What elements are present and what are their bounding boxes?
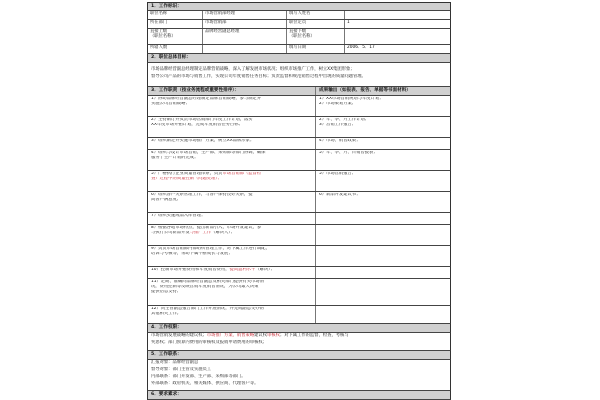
value-direct-superior: 品牌经营副总经理 xyxy=(202,29,286,44)
value-filler-name xyxy=(344,11,451,19)
duty-output xyxy=(316,246,450,266)
duty-11-line-1: 11）定期、准确向品牌经营副总及相关部门提供有关市场情 xyxy=(151,280,264,284)
duty-output xyxy=(316,267,450,278)
authority-body xyxy=(147,333,451,351)
identity-row-2 xyxy=(147,20,451,29)
duty-output xyxy=(316,213,450,224)
output-2-line-1: 2）年、季、月工作计划； xyxy=(319,118,369,122)
section-3-title: 3．工作职责（按业务流程或重要性排序）： xyxy=(148,87,316,95)
section-3-header xyxy=(147,87,451,96)
duty-1-line-1: 1）协助品牌经营副总经理制定品牌营销战略，参与制定并 xyxy=(151,97,262,101)
section-3-output-title: 成果输出（如报表、报告、单据等书面材料） xyxy=(319,88,411,93)
duty-2-line-1: 2）主持制订并负责市场营销部门年度工作计划，落实 xyxy=(151,118,253,122)
identity-row-4 xyxy=(147,45,451,54)
section-3-header-cols xyxy=(148,87,450,95)
duty-12-line-1: 12）向主管副总报告部门工作开展情况，并完成副总交办的 xyxy=(151,307,264,311)
section-1-header xyxy=(147,2,451,11)
duty-11-line-3: 提供信息支持； xyxy=(151,289,182,294)
label-direct-subordinate-line2: （职位名称） xyxy=(289,33,315,39)
output-6-line-1: 6）新品开发建议书； xyxy=(319,193,361,197)
duty-row xyxy=(147,225,451,246)
duty-11-line-2: 况，费用控制等反映营销年度销售情况，为公司最大决策 xyxy=(151,284,259,289)
section-2-title: 2．职位总体目标： xyxy=(151,55,191,60)
duty-text xyxy=(148,279,316,305)
duty-9-line-1: 9）负责市场营销部内部组织管理工作，对下属工作进行调配， xyxy=(151,247,270,251)
authority-line-2: 奖惩权；部门预算内费用的审核权及报销申请费用的审核权； xyxy=(151,339,268,345)
authority-part-b: 建议权 xyxy=(254,333,268,338)
duty-output xyxy=(316,138,450,149)
duty-text xyxy=(148,192,316,212)
duty-row-cols xyxy=(148,171,450,191)
duty-output xyxy=(316,96,450,116)
authority-line-1 xyxy=(148,333,450,340)
duty-row xyxy=(147,138,451,150)
duty-5-part-a: 5）严格执行企业质量管理体系，负责 xyxy=(151,172,223,176)
output-1-line-2: 2）市场策划方案； xyxy=(319,101,357,106)
output-4-line-1: 5）年、季、月、日销售报表； xyxy=(319,151,378,155)
duty-8-line-1: 8）根据各地市场特点，提出新品引入，市场开发建议，参 xyxy=(151,226,262,230)
output-3-line-1: 4）市场、销售政策； xyxy=(319,139,361,143)
value-department: 市场营销部 xyxy=(202,20,286,28)
value-fill-date: 2006．5．17 xyxy=(344,45,451,53)
contact-supervise: 督导对象：部门主管及实施员工 xyxy=(151,366,212,372)
authority-part-a: 市场营销发展战略的建议权； xyxy=(151,333,207,338)
label-filler-name: 填写人姓名 xyxy=(286,11,344,19)
duty-text xyxy=(148,225,316,245)
job-description-document xyxy=(147,2,451,400)
value-direct-subordinate xyxy=(344,29,451,44)
duty-8-line-2 xyxy=(151,231,312,236)
section-6-title: 6．要求素求： xyxy=(151,392,182,397)
duty-6-line-1: 6）组织客户关系管理工作，与客户保持良好关系，提 xyxy=(151,193,253,197)
section-2-header xyxy=(147,54,451,63)
duty-8-part-a: 与执行公司新品开发 xyxy=(151,230,190,235)
identity-row-1 xyxy=(147,11,451,20)
duty-row-cols xyxy=(148,279,450,305)
duty-row-cols xyxy=(148,96,450,116)
duty-12-line-2: 其他相关工作。 xyxy=(151,311,182,316)
duty-row xyxy=(147,192,451,213)
duty-10-part-a: 10）控制市场开拓费用和年度销售费用， xyxy=(151,268,230,272)
duty-2-line-2: XX年度市场开拓计划，完成年度销售任务目标； xyxy=(151,122,243,127)
label-direct-subordinate-line1: 直接下级 xyxy=(289,29,307,34)
section-5-title: 5．工作联系： xyxy=(151,352,182,357)
duty-text xyxy=(148,117,316,137)
label-direct-subordinate xyxy=(286,29,344,44)
label-direct-superior-line2: （职位名称） xyxy=(150,33,176,39)
duty-7-line-1: 7）组织实施成品入库管理； xyxy=(151,214,206,218)
duty-row-cols xyxy=(148,117,450,137)
section-6-header xyxy=(147,391,451,400)
duty-3-line-1: 3）组织制定并实施市场推广方案，树立XX品牌形象； xyxy=(151,139,255,143)
duty-row-cols xyxy=(148,306,450,323)
label-staff-count: 所辖人数 xyxy=(150,45,168,50)
label-direct-superior-line1: 直接上级 xyxy=(150,29,168,34)
label-headcount: 职位定员 xyxy=(286,20,344,28)
duty-row xyxy=(147,246,451,267)
value-headcount: 1 xyxy=(344,20,451,28)
duty-row xyxy=(147,150,451,171)
authority-highlight-a: 市场推广方案、销售策略 xyxy=(206,333,255,338)
duty-output xyxy=(316,279,450,305)
duty-9-line-2: 培训与考核等，帮助下属不断成长与发展； xyxy=(151,251,233,256)
duty-text xyxy=(148,246,316,266)
duty-output xyxy=(316,225,450,245)
duty-text xyxy=(148,171,316,191)
duty-row-cols xyxy=(148,267,450,278)
duty-output xyxy=(316,171,450,191)
duty-8-part-b: （解决人）； xyxy=(211,230,235,235)
output-1-line-1: 1）XX市场营销规划与年度计划； xyxy=(319,97,384,101)
label-direct-superior xyxy=(148,29,202,44)
output-2-line-2: 3）营销工作报告； xyxy=(319,122,357,127)
contact-internal: 内部联系：部门开发部、生产部、采购部等部门。 xyxy=(151,373,246,379)
duty-10-part-b: （解决）； xyxy=(255,268,275,272)
duty-text xyxy=(148,150,316,170)
duty-row xyxy=(147,213,451,225)
overall-goal-line-1: 市场品牌经营副总经理制定品牌营销战略，深入了解发展市场状况；组织市场推广工作，树立XX集团形象； xyxy=(151,67,355,72)
overall-goal-line-2: 督导公司产品的市场与销售工作，实现公司年度销售任务目标；负责监督和规范销售过程中出现的质量问题管理。 xyxy=(151,73,366,79)
duty-text xyxy=(148,138,316,149)
output-5-line-1: 5）市场营销报告； xyxy=(319,172,357,176)
section-4-title: 4．工作权限： xyxy=(151,325,182,330)
duty-output xyxy=(316,306,450,323)
duty-text xyxy=(148,96,316,116)
section-5-header xyxy=(147,351,451,360)
duty-row xyxy=(147,267,451,279)
duty-row-cols xyxy=(148,150,450,170)
duty-row-cols xyxy=(148,213,450,224)
duty-5-highlight-a: 市场营销部（监督检 xyxy=(222,172,262,176)
duty-output xyxy=(316,150,450,170)
duty-4-line-2: 服务于生产计划的完成； xyxy=(151,155,199,160)
duty-row xyxy=(147,171,451,192)
label-fill-date: 填写日期 xyxy=(286,45,344,53)
identity-row-3 xyxy=(147,29,451,45)
duty-text xyxy=(148,213,316,224)
label-position-name: 职位名称 xyxy=(150,11,168,16)
duty-row-cols xyxy=(148,225,450,245)
section-1-title: 1．工作标识： xyxy=(151,4,182,9)
duty-row xyxy=(147,117,451,138)
duty-4-line-1: 4）组织与设计市场营销，生产部、采购部等部门协调，确保 xyxy=(151,151,266,155)
contact-report-to: 汇报对象：品牌经营副总 xyxy=(151,360,199,365)
duty-5-highlight-b: 查）过程中的质量控制（问题处理）； xyxy=(151,176,222,181)
authority-part-c: ；对下属工作的监督，检查，考核与 xyxy=(279,333,349,338)
value-position-name: 市场营销部经理 xyxy=(202,11,286,19)
duty-1-line-2: 实施公司营销战略； xyxy=(151,101,190,106)
contacts-body xyxy=(147,360,451,391)
duty-text xyxy=(148,267,316,278)
duty-row xyxy=(147,96,451,117)
value-staff-count xyxy=(202,45,286,53)
duty-5-line-2 xyxy=(151,177,312,182)
duty-row-cols xyxy=(148,246,450,266)
duty-output xyxy=(316,192,450,212)
authority-highlight-b: 审核权 xyxy=(267,333,280,338)
section-4-header xyxy=(147,324,451,333)
duty-text xyxy=(148,306,316,323)
duty-row xyxy=(147,306,451,324)
duty-row xyxy=(147,279,451,306)
label-department: 所在部门 xyxy=(150,20,168,25)
duty-10-highlight: 提高盈利水平 xyxy=(229,268,256,272)
contact-external: 外部联系：政府机关、相关媒体、供应商、代理客户等。 xyxy=(151,380,259,386)
duty-6-line-2: 高客户满意度； xyxy=(151,197,182,202)
duty-row-cols xyxy=(148,192,450,212)
duty-8-highlight: 与推广工作 xyxy=(189,230,212,235)
duty-row-cols xyxy=(148,138,450,149)
duty-10-line-1 xyxy=(151,268,312,273)
overall-goal-body xyxy=(147,63,451,87)
duty-output xyxy=(316,117,450,137)
